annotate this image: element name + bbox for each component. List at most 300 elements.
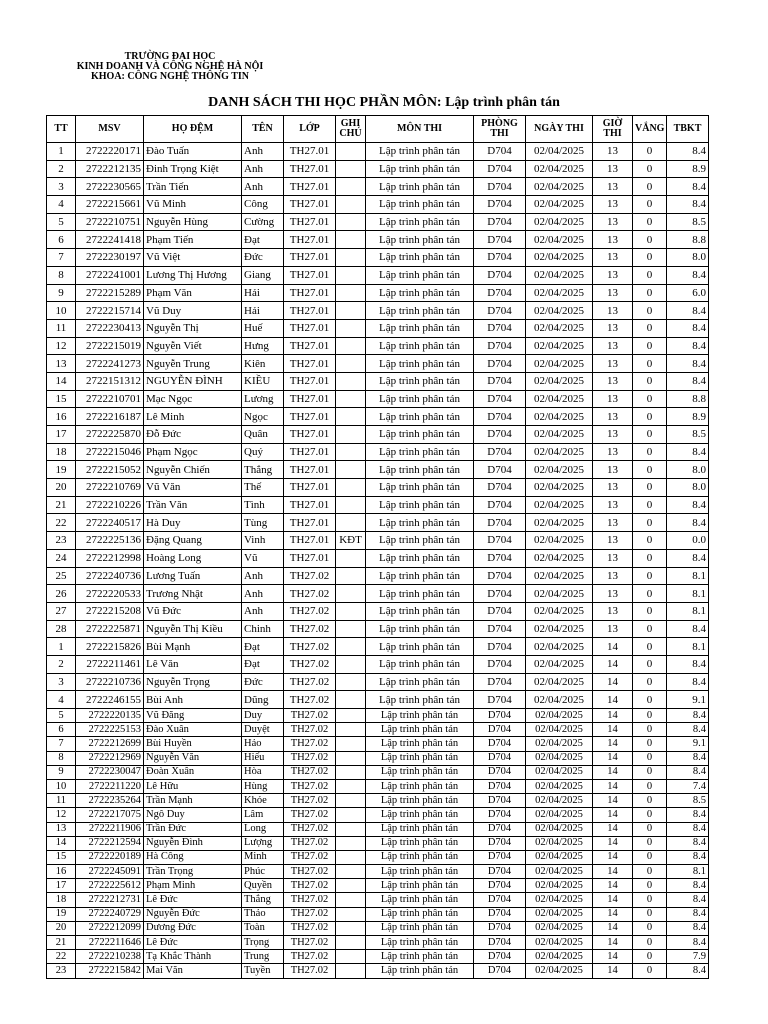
cell-ghi-chu [336,950,366,964]
cell-mon-thi: Lập trình phân tán [366,231,474,249]
cell-phong-thi: D704 [474,461,526,479]
table-row [47,921,709,935]
cell-ghi-chu [336,213,366,231]
cell-ten: Anh [242,602,284,620]
cell-tt: 8 [47,751,76,765]
table-row [47,907,709,921]
table-row [47,850,709,864]
cell-mon-thi: Lập trình phân tán [366,723,474,737]
cell-tt: 26 [47,585,76,603]
table-row [47,514,709,532]
cell-msv: 2722212594 [76,836,144,850]
cell-vang: 0 [633,794,667,808]
cell-lop: TH27.02 [284,822,336,836]
cell-vang: 0 [633,549,667,567]
cell-ghi-chu [336,390,366,408]
cell-ngay-thi: 02/04/2025 [526,514,593,532]
cell-msv: 2722225612 [76,879,144,893]
cell-gio-thi: 13 [593,178,633,196]
cell-tbkt: 8.0 [667,461,709,479]
cell-vang: 0 [633,950,667,964]
cell-gio-thi: 13 [593,231,633,249]
cell-lop: TH27.02 [284,673,336,691]
cell-ngay-thi: 02/04/2025 [526,319,593,337]
cell-gio-thi: 14 [593,709,633,723]
table-row [47,319,709,337]
cell-ghi-chu [336,964,366,978]
cell-ho-dem: Mai Văn [144,964,242,978]
cell-lop: TH27.01 [284,178,336,196]
cell-ho-dem: Phạm Ngọc [144,443,242,461]
table-body [47,143,709,979]
cell-ngay-thi: 02/04/2025 [526,461,593,479]
cell-msv: 2722230413 [76,319,144,337]
cell-tt: 16 [47,408,76,426]
cell-msv: 2722215826 [76,638,144,656]
cell-msv: 2722210769 [76,479,144,497]
col-mon-thi: MÔN THI [366,116,474,143]
cell-tbkt: 8.4 [667,921,709,935]
cell-lop: TH27.02 [284,602,336,620]
cell-ten: Vũ [242,549,284,567]
cell-tbkt: 8.4 [667,443,709,461]
cell-ten: Thế [242,479,284,497]
cell-ten: Trung [242,950,284,964]
cell-tt: 22 [47,514,76,532]
cell-tt: 27 [47,602,76,620]
cell-tbkt: 8.4 [667,808,709,822]
cell-mon-thi: Lập trình phân tán [366,549,474,567]
cell-phong-thi: D704 [474,936,526,950]
cell-ngay-thi: 02/04/2025 [526,950,593,964]
cell-msv: 2722212699 [76,737,144,751]
cell-ten: Lượng [242,836,284,850]
cell-mon-thi: Lập trình phân tán [366,461,474,479]
cell-tbkt: 8.1 [667,865,709,879]
table-row [47,620,709,638]
cell-tbkt: 8.4 [667,549,709,567]
cell-vang: 0 [633,408,667,426]
cell-ngay-thi: 02/04/2025 [526,737,593,751]
cell-ho-dem: Nguyễn Hùng [144,213,242,231]
cell-gio-thi: 13 [593,213,633,231]
cell-vang: 0 [633,921,667,935]
cell-gio-thi: 14 [593,950,633,964]
cell-ten: Quý [242,443,284,461]
cell-ho-dem: Đỗ Đức [144,426,242,444]
cell-mon-thi: Lập trình phân tán [366,143,474,161]
cell-phong-thi: D704 [474,655,526,673]
cell-phong-thi: D704 [474,709,526,723]
cell-ho-dem: Vũ Minh [144,196,242,214]
cell-tt: 6 [47,231,76,249]
table-row [47,865,709,879]
cell-lop: TH27.01 [284,496,336,514]
cell-ho-dem: NGUYỄN ĐÌNH [144,372,242,390]
cell-ngay-thi: 02/04/2025 [526,426,593,444]
cell-phong-thi: D704 [474,850,526,864]
cell-lop: TH27.02 [284,893,336,907]
cell-lop: TH27.02 [284,765,336,779]
cell-ghi-chu [336,808,366,822]
cell-tbkt: 0.0 [667,532,709,550]
cell-ghi-chu [336,602,366,620]
cell-msv: 2722241418 [76,231,144,249]
cell-tbkt: 8.4 [667,964,709,978]
cell-msv: 2722225136 [76,532,144,550]
cell-msv: 2722235264 [76,794,144,808]
cell-vang: 0 [633,893,667,907]
cell-mon-thi: Lập trình phân tán [366,638,474,656]
cell-ho-dem: Nguyễn Thị Kiều [144,620,242,638]
cell-vang: 0 [633,372,667,390]
cell-tt: 20 [47,479,76,497]
cell-tt: 15 [47,390,76,408]
cell-ngay-thi: 02/04/2025 [526,337,593,355]
cell-tbkt: 8.4 [667,709,709,723]
cell-msv: 2722210226 [76,496,144,514]
cell-tt: 6 [47,723,76,737]
cell-gio-thi: 13 [593,355,633,373]
cell-vang: 0 [633,231,667,249]
cell-tbkt: 8.5 [667,213,709,231]
cell-ngay-thi: 02/04/2025 [526,160,593,178]
cell-mon-thi: Lập trình phân tán [366,585,474,603]
cell-mon-thi: Lập trình phân tán [366,443,474,461]
cell-phong-thi: D704 [474,865,526,879]
cell-mon-thi: Lập trình phân tán [366,865,474,879]
cell-ngay-thi: 02/04/2025 [526,549,593,567]
cell-ten: Đạt [242,231,284,249]
cell-vang: 0 [633,196,667,214]
cell-ngay-thi: 02/04/2025 [526,865,593,879]
cell-ho-dem: Trương Nhật [144,585,242,603]
cell-ngay-thi: 02/04/2025 [526,496,593,514]
cell-ghi-chu [336,585,366,603]
cell-tbkt: 8.4 [667,514,709,532]
cell-lop: TH27.01 [284,549,336,567]
cell-tbkt: 7.9 [667,950,709,964]
cell-mon-thi: Lập trình phân tán [366,779,474,793]
cell-lop: TH27.01 [284,461,336,479]
cell-ngay-thi: 02/04/2025 [526,231,593,249]
cell-ho-dem: Đào Tuấn [144,143,242,161]
cell-msv: 2722211906 [76,822,144,836]
cell-ho-dem: Dương Đức [144,921,242,935]
table-row [47,691,709,709]
cell-ngay-thi: 02/04/2025 [526,879,593,893]
cell-tbkt: 8.4 [667,936,709,950]
cell-phong-thi: D704 [474,302,526,320]
cell-tbkt: 9.1 [667,691,709,709]
cell-vang: 0 [633,765,667,779]
cell-lop: TH27.01 [284,213,336,231]
cell-msv: 2722215208 [76,602,144,620]
cell-ho-dem: Đinh Trọng Kiệt [144,160,242,178]
cell-gio-thi: 13 [593,602,633,620]
university-line1: TRƯỜNG ĐẠI HỌC [124,51,216,62]
cell-ten: Hải [242,302,284,320]
cell-tbkt: 8.4 [667,372,709,390]
cell-lop: TH27.01 [284,196,336,214]
cell-mon-thi: Lập trình phân tán [366,514,474,532]
table-row [47,337,709,355]
cell-tt: 4 [47,196,76,214]
cell-msv: 2722212969 [76,751,144,765]
cell-ngay-thi: 02/04/2025 [526,355,593,373]
cell-vang: 0 [633,585,667,603]
cell-lop: TH27.02 [284,907,336,921]
cell-ho-dem: Lê Văn [144,655,242,673]
cell-ngay-thi: 02/04/2025 [526,673,593,691]
cell-tt: 17 [47,879,76,893]
cell-tt: 23 [47,964,76,978]
cell-mon-thi: Lập trình phân tán [366,936,474,950]
cell-gio-thi: 13 [593,390,633,408]
cell-tbkt: 8.4 [667,723,709,737]
cell-ten: Kiên [242,355,284,373]
cell-mon-thi: Lập trình phân tán [366,879,474,893]
cell-gio-thi: 14 [593,850,633,864]
cell-ngay-thi: 02/04/2025 [526,794,593,808]
col-ten: TÊN [242,116,284,143]
cell-msv: 2722220171 [76,143,144,161]
cell-ghi-chu [336,751,366,765]
cell-tbkt: 7.4 [667,779,709,793]
cell-ho-dem: Đào Xuân [144,723,242,737]
cell-lop: TH27.02 [284,964,336,978]
cell-ngay-thi: 02/04/2025 [526,479,593,497]
cell-lop: TH27.01 [284,479,336,497]
cell-ten: Tùng [242,514,284,532]
cell-tt: 12 [47,337,76,355]
cell-tt: 25 [47,567,76,585]
cell-ho-dem: Nguyễn Văn [144,751,242,765]
cell-msv: 2722245091 [76,865,144,879]
table-row [47,284,709,302]
cell-gio-thi: 14 [593,964,633,978]
cell-ho-dem: Bùi Anh [144,691,242,709]
cell-mon-thi: Lập trình phân tán [366,964,474,978]
cell-ten: Quyền [242,879,284,893]
cell-mon-thi: Lập trình phân tán [366,794,474,808]
cell-msv: 2722246155 [76,691,144,709]
cell-msv: 2722225870 [76,426,144,444]
cell-ghi-chu [336,655,366,673]
cell-phong-thi: D704 [474,921,526,935]
cell-phong-thi: D704 [474,284,526,302]
cell-tbkt: 8.4 [667,836,709,850]
cell-gio-thi: 13 [593,461,633,479]
table-row [47,950,709,964]
cell-ho-dem: Nguyễn Thị [144,319,242,337]
cell-phong-thi: D704 [474,532,526,550]
cell-gio-thi: 13 [593,337,633,355]
cell-vang: 0 [633,822,667,836]
cell-gio-thi: 13 [593,585,633,603]
cell-ho-dem: Tạ Khắc Thành [144,950,242,964]
cell-lop: TH27.02 [284,850,336,864]
cell-msv: 2722225153 [76,723,144,737]
cell-msv: 2722151312 [76,372,144,390]
cell-ngay-thi: 02/04/2025 [526,751,593,765]
cell-ten: Lâm [242,808,284,822]
cell-vang: 0 [633,673,667,691]
cell-ngay-thi: 02/04/2025 [526,213,593,231]
cell-mon-thi: Lập trình phân tán [366,249,474,267]
cell-ten: Anh [242,178,284,196]
cell-tbkt: 8.4 [667,143,709,161]
cell-tt: 14 [47,372,76,390]
cell-mon-thi: Lập trình phân tán [366,850,474,864]
cell-vang: 0 [633,532,667,550]
cell-gio-thi: 13 [593,620,633,638]
cell-ngay-thi: 02/04/2025 [526,443,593,461]
cell-vang: 0 [633,865,667,879]
cell-ho-dem: Hoàng Long [144,549,242,567]
cell-gio-thi: 14 [593,936,633,950]
cell-ten: Chinh [242,620,284,638]
table-row [47,655,709,673]
cell-msv: 2722210238 [76,950,144,964]
cell-ho-dem: Nguyễn Chiến [144,461,242,479]
cell-phong-thi: D704 [474,964,526,978]
cell-lop: TH27.02 [284,779,336,793]
cell-tt: 13 [47,355,76,373]
cell-ten: Trọng [242,936,284,950]
cell-ngay-thi: 02/04/2025 [526,822,593,836]
cell-ghi-chu [336,822,366,836]
cell-lop: TH27.02 [284,723,336,737]
cell-tt: 1 [47,143,76,161]
cell-vang: 0 [633,496,667,514]
cell-ten: Đức [242,249,284,267]
cell-gio-thi: 14 [593,655,633,673]
cell-phong-thi: D704 [474,443,526,461]
cell-mon-thi: Lập trình phân tán [366,893,474,907]
cell-ghi-chu [336,143,366,161]
table-row [47,794,709,808]
cell-tt: 3 [47,178,76,196]
cell-ten: Tuyền [242,964,284,978]
cell-tbkt: 8.4 [667,178,709,196]
table-row [47,532,709,550]
table-header-row [47,116,709,143]
table-row [47,549,709,567]
cell-vang: 0 [633,337,667,355]
cell-ho-dem: Vũ Văn [144,479,242,497]
table-row [47,496,709,514]
table-row [47,302,709,320]
cell-lop: TH27.02 [284,655,336,673]
cell-tbkt: 8.4 [667,655,709,673]
cell-lop: TH27.02 [284,620,336,638]
cell-ghi-chu [336,737,366,751]
cell-tbkt: 8.1 [667,585,709,603]
table-row [47,443,709,461]
cell-phong-thi: D704 [474,178,526,196]
cell-ngay-thi: 02/04/2025 [526,249,593,267]
cell-msv: 2722217075 [76,808,144,822]
table-row [47,461,709,479]
cell-ghi-chu [336,850,366,864]
cell-tbkt: 8.0 [667,479,709,497]
table-row [47,964,709,978]
cell-ngay-thi: 02/04/2025 [526,196,593,214]
cell-mon-thi: Lập trình phân tán [366,160,474,178]
table-row [47,765,709,779]
cell-msv: 2722211646 [76,936,144,950]
cell-vang: 0 [633,319,667,337]
col-gio-thi: GIỜ THI [593,116,633,143]
cell-msv: 2722225871 [76,620,144,638]
cell-ghi-chu [336,549,366,567]
cell-lop: TH27.01 [284,266,336,284]
cell-tt: 20 [47,921,76,935]
cell-gio-thi: 14 [593,737,633,751]
cell-ten: Công [242,196,284,214]
cell-tt: 22 [47,950,76,964]
cell-mon-thi: Lập trình phân tán [366,950,474,964]
table-row [47,822,709,836]
cell-msv: 2722211461 [76,655,144,673]
cell-lop: TH27.02 [284,836,336,850]
cell-ten: Anh [242,567,284,585]
cell-tt: 4 [47,691,76,709]
cell-phong-thi: D704 [474,496,526,514]
cell-vang: 0 [633,836,667,850]
cell-phong-thi: D704 [474,950,526,964]
cell-gio-thi: 14 [593,822,633,836]
cell-tbkt: 8.4 [667,196,709,214]
table-row [47,808,709,822]
cell-ten: Đức [242,673,284,691]
cell-msv: 2722215019 [76,337,144,355]
cell-ghi-chu [336,514,366,532]
cell-tt: 10 [47,302,76,320]
cell-tt: 8 [47,266,76,284]
cell-ngay-thi: 02/04/2025 [526,765,593,779]
cell-tbkt: 8.4 [667,879,709,893]
cell-phong-thi: D704 [474,836,526,850]
cell-ngay-thi: 02/04/2025 [526,921,593,935]
cell-phong-thi: D704 [474,893,526,907]
institution-header [60,52,280,82]
cell-mon-thi: Lập trình phân tán [366,691,474,709]
table-row [47,723,709,737]
cell-ghi-chu [336,936,366,950]
cell-ten: Hòa [242,765,284,779]
cell-phong-thi: D704 [474,723,526,737]
cell-msv: 2722240517 [76,514,144,532]
cell-tbkt: 8.4 [667,319,709,337]
cell-vang: 0 [633,737,667,751]
cell-phong-thi: D704 [474,779,526,793]
cell-lop: TH27.02 [284,921,336,935]
cell-lop: TH27.01 [284,408,336,426]
cell-ngay-thi: 02/04/2025 [526,709,593,723]
cell-gio-thi: 13 [593,372,633,390]
cell-gio-thi: 13 [593,496,633,514]
table-row [47,779,709,793]
cell-mon-thi: Lập trình phân tán [366,302,474,320]
cell-phong-thi: D704 [474,620,526,638]
cell-ho-dem: Phạm Văn [144,284,242,302]
cell-mon-thi: Lập trình phân tán [366,567,474,585]
cell-ngay-thi: 02/04/2025 [526,691,593,709]
cell-gio-thi: 14 [593,779,633,793]
cell-phong-thi: D704 [474,319,526,337]
